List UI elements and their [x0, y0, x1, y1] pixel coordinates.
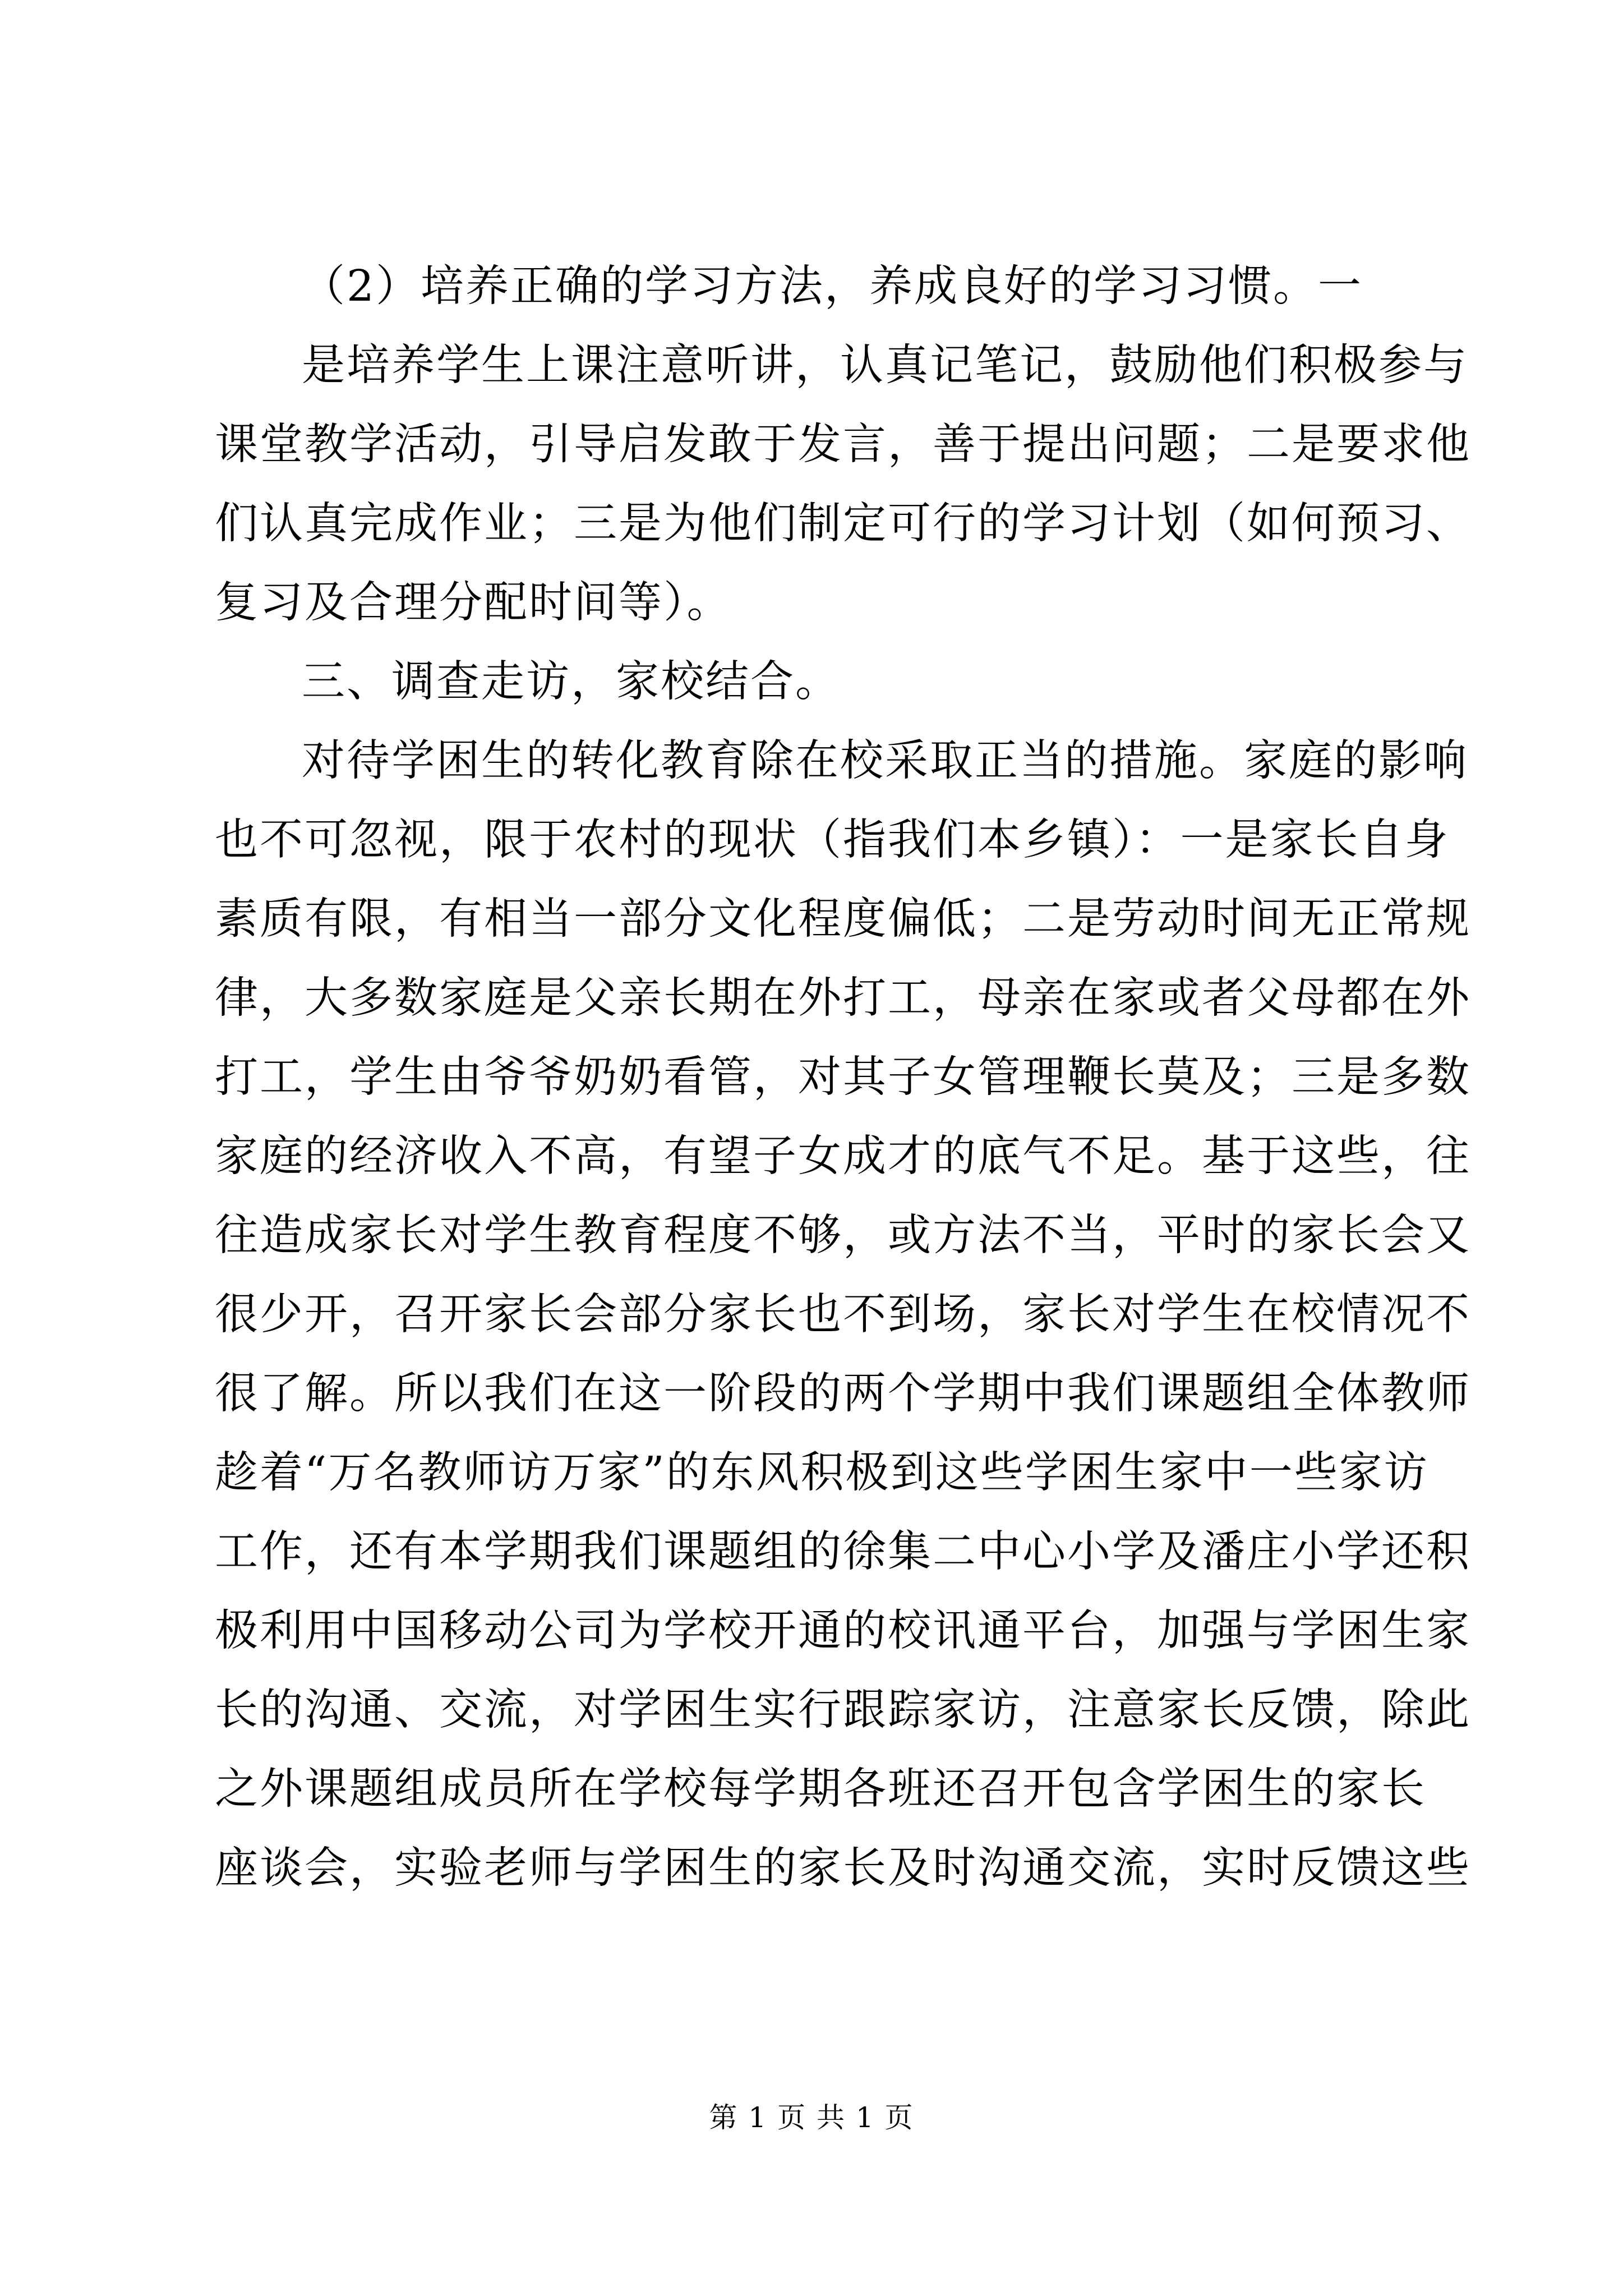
paragraph-line: 对待学困生的转化教育除在校采取正当的措施。家庭的影响	[302, 736, 1468, 786]
paragraph-line: 很少开，召开家长会部分家长也不到场，家长对学生在校情况不	[215, 1290, 1471, 1340]
paragraph-line: 是培养学生上课注意听讲，认真记笔记，鼓励他们积极参与	[302, 341, 1468, 390]
body-text	[215, 247, 1471, 1908]
paragraph-line: 往造成家长对学生教育程度不够，或方法不当，平时的家长会又	[215, 1211, 1471, 1260]
paragraph-line: 复习及合理分配时间等）。	[215, 578, 732, 628]
paragraph-line: 很了解。所以我们在这一阶段的两个学期中我们课题组全体教师	[215, 1369, 1471, 1419]
paragraph-line: 律，大多数家庭是父亲长期在外打工，母亲在家或者父母都在外	[215, 973, 1471, 1023]
page-footer	[0, 2101, 1623, 2134]
paragraph-line: （2）培养正确的学习方法，养成良好的学习习惯。一	[302, 261, 1363, 311]
paragraph-line: 趁着“万名教师访万家”的东风积极到这些学困生家中一些家访	[215, 1448, 1429, 1498]
paragraph-line: 之外课题组成员所在学校每学期各班还召开包含学困生的家长	[215, 1764, 1426, 1814]
paragraph-line: 极利用中国移动公司为学校开通的校讯通平台，加强与学困生家	[215, 1606, 1471, 1656]
paragraph-line: 家庭的经济收入不高，有望子女成才的底气不足。基于这些，往	[215, 1131, 1471, 1181]
paragraph-line: 课堂教学活动，引导启发敢于发言，善于提出问题；二是要求他	[215, 420, 1471, 470]
section-heading: 三、调查走访，家校结合。	[302, 657, 840, 707]
paragraph-line: 素质有限，有相当一部分文化程度偏低；二是劳动时间无正常规	[215, 894, 1471, 944]
paragraph-line: 打工，学生由爷爷奶奶看管，对其子女管理鞭长莫及；三是多数	[215, 1052, 1471, 1102]
paragraph-line: 长的沟通、交流，对学困生实行跟踪家访，注意家长反馈，除此	[215, 1685, 1471, 1735]
paragraph-line: 工作，还有本学期我们课题组的徐集二中心小学及潘庄小学还积	[215, 1527, 1471, 1577]
paragraph-line: 也不可忽视，限于农村的现状（指我们本乡镇）：一是家长自身	[215, 815, 1450, 865]
paragraph-line: 座谈会，实验老师与学困生的家长及时沟通交流，实时反馈这些	[215, 1843, 1471, 1893]
page-number: 第 1 页 共 1 页	[709, 2101, 914, 2134]
paragraph-line: 们认真完成作业；三是为他们制定可行的学习计划（如何预习、	[215, 499, 1471, 549]
